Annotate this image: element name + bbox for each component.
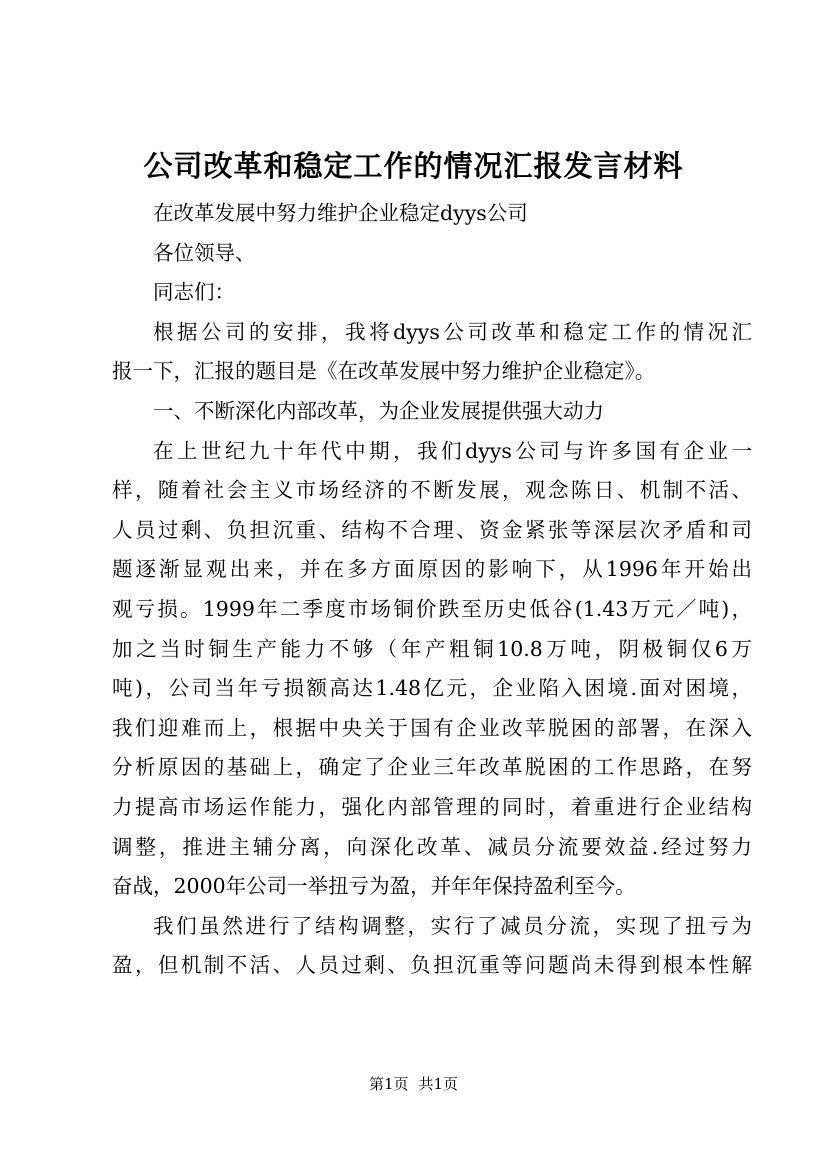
document-title: 公司改革和稳定工作的情况汇报发言材料 — [143, 149, 684, 183]
page-footer — [0, 1074, 827, 1094]
paragraph-line: 各位领导、 — [153, 240, 256, 265]
paragraph-line: 力提高市场运作能力，强化内部管理的同时，着重进行企业结构 — [112, 794, 752, 819]
paragraph-line: 我们迎难而上，根据中央关于国有企业改苹脱困的部署，在深入 — [112, 715, 752, 740]
paragraph-line: 在改革发展中努力维护企业稳定dyys公司 — [153, 201, 528, 225]
paragraph-line: 盈，但机制不活、人员过剩、负担沉重等问题尚未得到根本性解 — [112, 953, 752, 978]
paragraph-line: 同志们： — [153, 280, 235, 305]
paragraph-line: 题逐渐显观出来，并在多方面原因的影响下，从1996年开始出 — [112, 557, 752, 582]
paragraph-line: 吨)，公司当年亏损额高达1.48亿元，企业陷入困境.面对困境， — [112, 676, 752, 701]
document-body — [112, 194, 752, 986]
paragraph-line: 样，随着社会主义市场经济的不断发展，观念陈日、机制不活、 — [112, 478, 752, 503]
paragraph-line: 报一下，汇报的题目是《在改革发展中努力维护企业稳定》。 — [112, 359, 656, 384]
section-heading: 一、不断深化内部改革，为企业发展提供强大动力 — [153, 398, 604, 423]
page-total: 共1页 — [418, 1075, 459, 1093]
paragraph-line: 我们虽然进行了结构调整，实行了减员分流，实现了扭亏为 — [153, 913, 752, 938]
paragraph-line: 调整，推进主辅分离，向深化改革、减员分流要效益.经过努力 — [112, 834, 752, 859]
paragraph-line: 观亏损。1999年二季度市场铜价跌至历史低谷(1.43万元／吨)， — [112, 596, 752, 621]
paragraph-line: 奋战，2000年公司一举扭亏为盈，并年年保持盈利至今。 — [112, 874, 636, 899]
paragraph-line: 在上世纪九十年代中期，我们dyys公司与许多国有企业一 — [153, 438, 752, 463]
page-number: 第1页 — [368, 1075, 409, 1093]
paragraph-line: 根据公司的安排，我将dyys公司改革和稳定工作的情况汇 — [153, 319, 752, 344]
paragraph-line: 人员过剩、负担沉重、结构不合理、资金紧张等深层次矛盾和司 — [112, 517, 752, 542]
paragraph-line: 分析原因的基础上，确定了企业三年改革脱困的工作思路，在努 — [112, 755, 752, 780]
paragraph-line: 加之当时铜生产能力不够（年产粗铜10.8万吨，阴极铜仅6万 — [112, 636, 752, 661]
